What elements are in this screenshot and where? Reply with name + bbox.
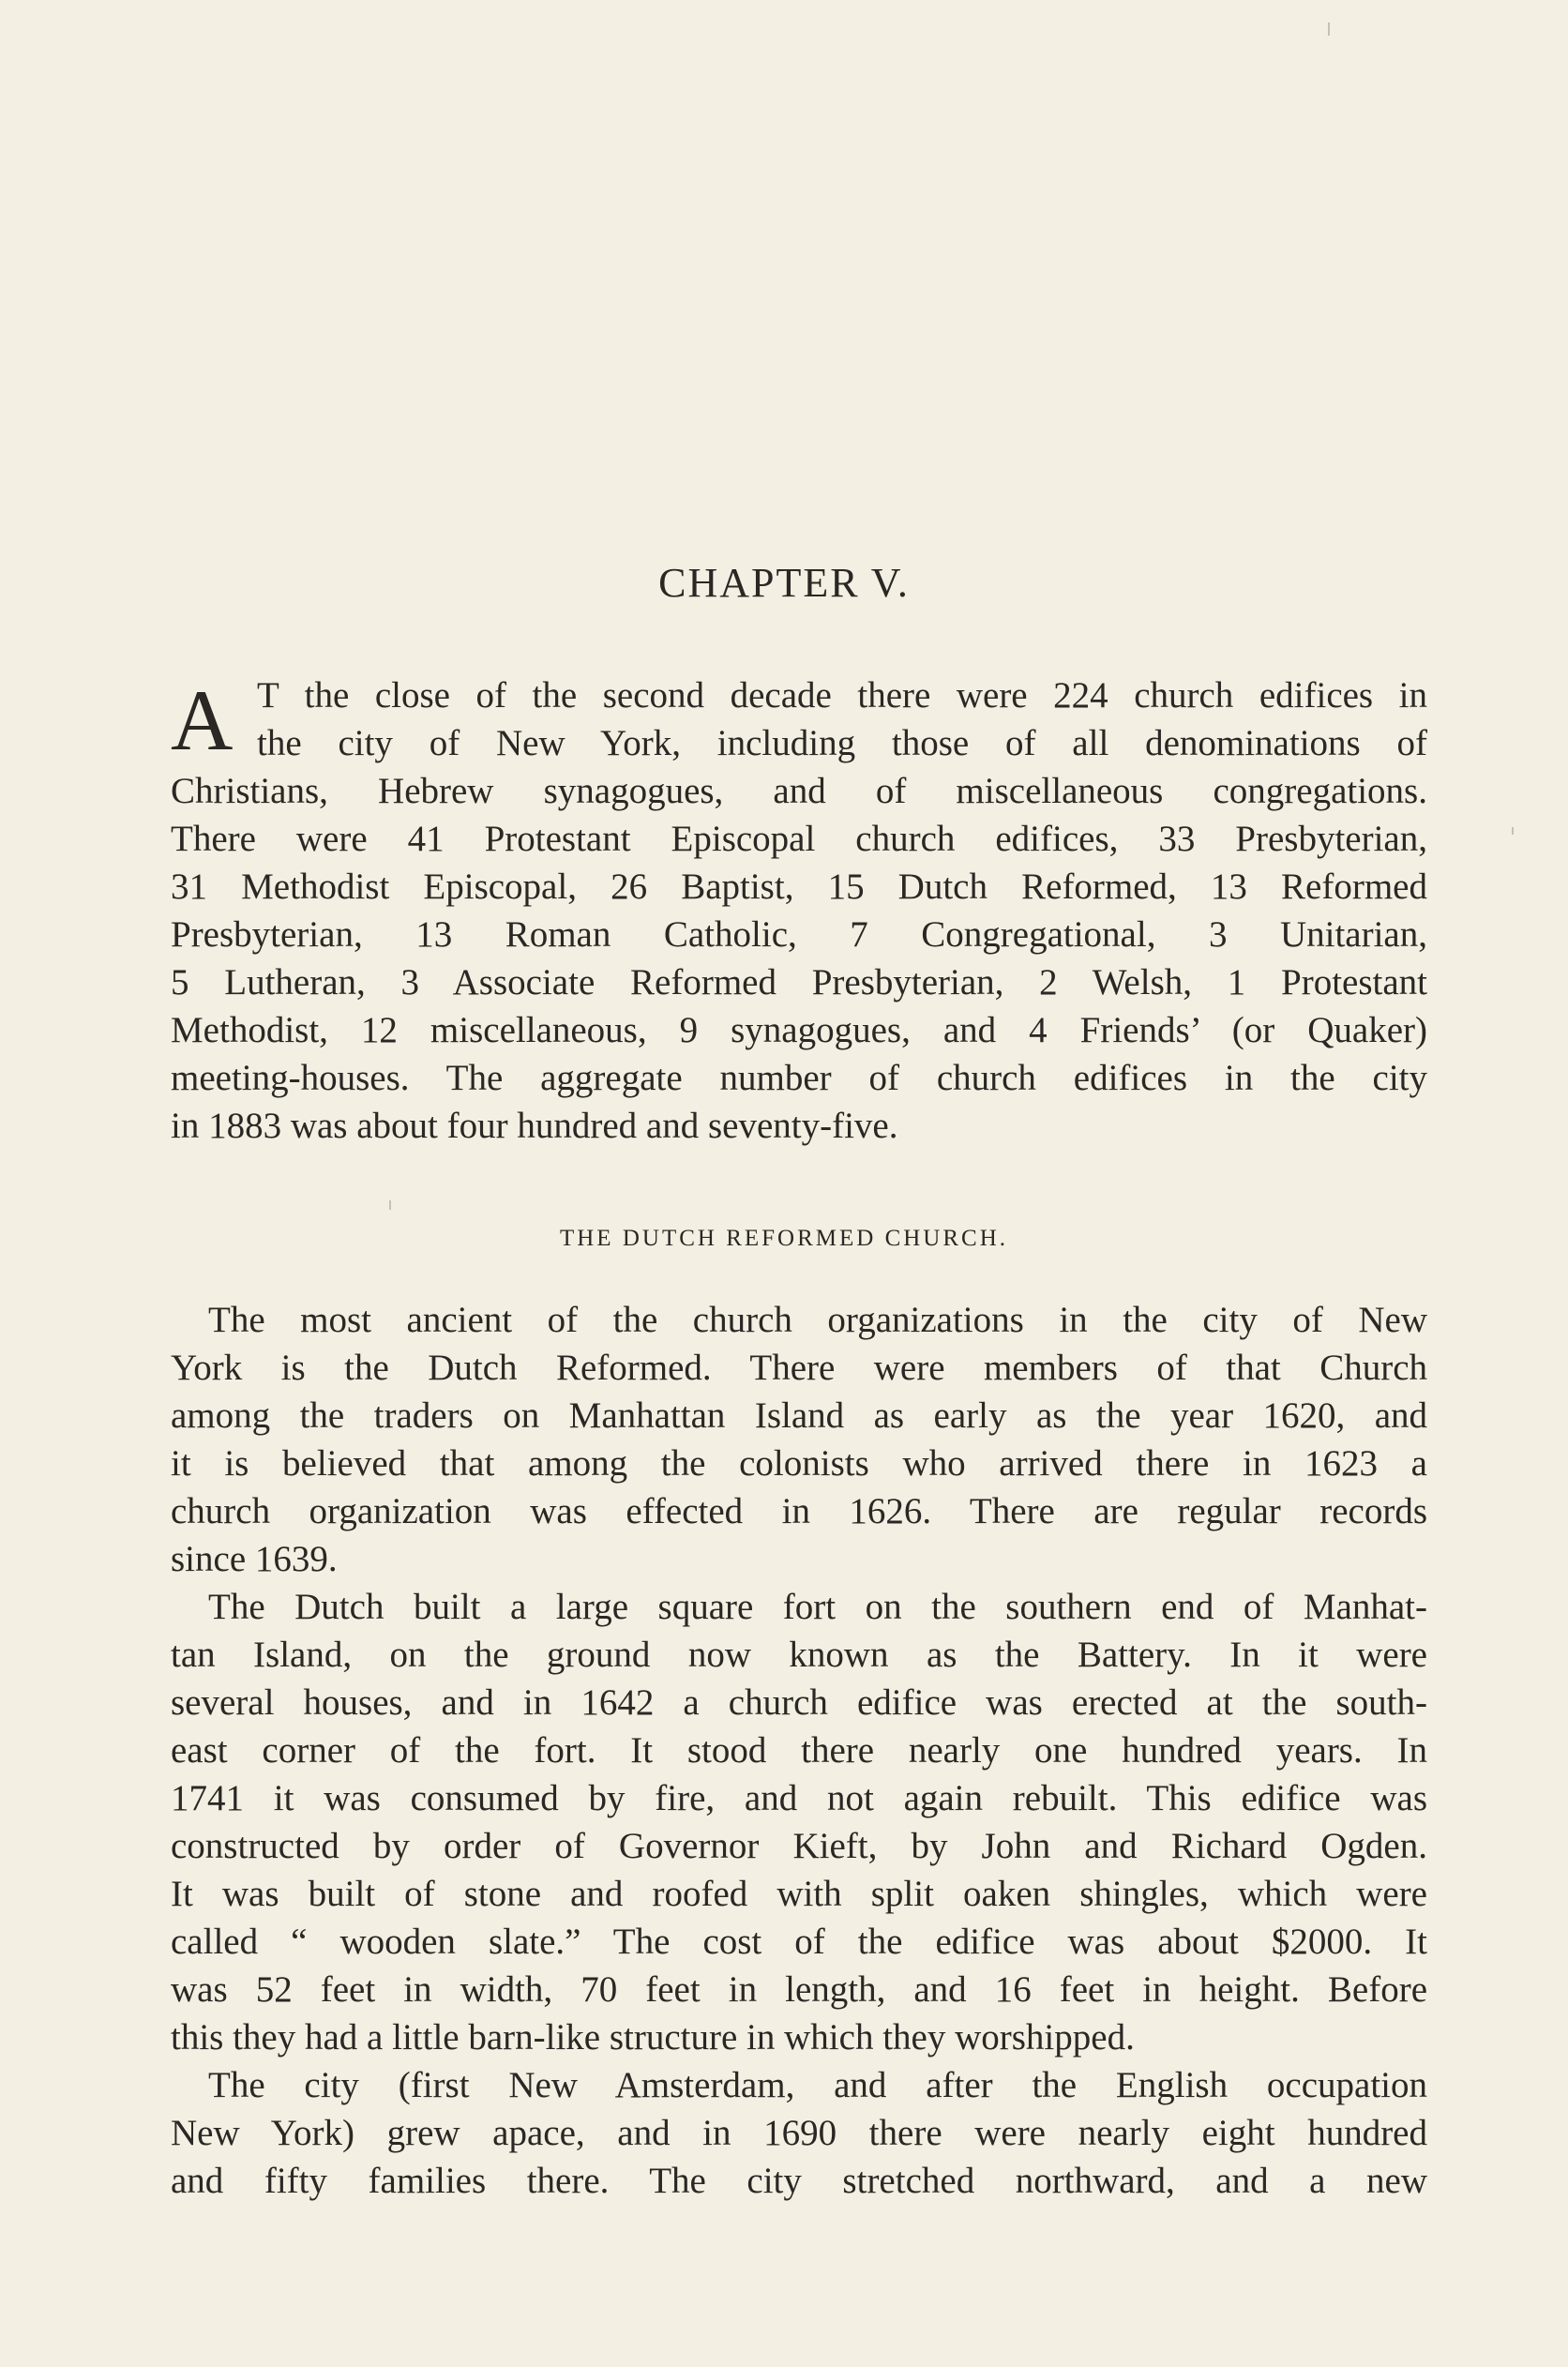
text-line: several houses, and in 1642 a church edifice was erected at the south- [171, 1682, 1427, 1723]
text-line: this they had a little barn-like structure in which they worshipped. [171, 2017, 1135, 2058]
intro-paragraph [171, 671, 1427, 1150]
text-line: church organization was effected in 1626. There are regular records [171, 1491, 1427, 1531]
text-line: York is the Dutch Reformed. There were members of that Church [171, 1348, 1427, 1388]
text-line: 5 Lutheran, 3 Associate Reformed Presbyterian, 2 Welsh, 1 Protestant [171, 962, 1427, 1003]
scan-speck [1512, 827, 1514, 835]
text-line: tan Island, on the ground now known as the Battery. In it were [171, 1635, 1427, 1675]
text-line: in 1883 was about four hundred and seventy-five. [171, 1106, 898, 1146]
text-line: was 52 feet in width, 70 feet in length, and 16 feet in height. Before [171, 1969, 1427, 2010]
chapter-title: CHAPTER V. [658, 560, 910, 606]
text-line: The city (first New Amsterdam, and after the English occupation [208, 2065, 1427, 2105]
text-line: Presbyterian, 13 Roman Catholic, 7 Congregational, 3 Unitarian, [171, 914, 1427, 955]
text-line: called “ wooden slate.” The cost of the edifice was about $2000. It [171, 1922, 1427, 1962]
body-paragraph [171, 1296, 1427, 1583]
scan-speck [389, 1200, 391, 1210]
text-line: 1741 it was consumed by fire, and not again rebuilt. This edifice was [171, 1778, 1427, 1818]
text-line: It was built of stone and roofed with split oaken shingles, which were [171, 1874, 1427, 1914]
scan-speck [1328, 23, 1330, 36]
text-line: The most ancient of the church organizations in the city of New [208, 1300, 1427, 1340]
text-line: since 1639. [171, 1539, 338, 1579]
text-line: T the close of the second decade there were 224 church edifices in [257, 675, 1427, 716]
text-line: meeting-houses. The aggregate number of church edifices in the city [171, 1058, 1427, 1098]
text-line: 31 Methodist Episcopal, 26 Baptist, 15 Dutch Reformed, 13 Reformed [171, 867, 1427, 907]
body-paragraph [171, 1583, 1427, 2061]
text-line: and fifty families there. The city stretched northward, and a new [171, 2161, 1427, 2201]
text-line: east corner of the fort. It stood there nearly one hundred years. In [171, 1730, 1427, 1771]
text-line: There were 41 Protestant Episcopal church edifices, 33 Presbyterian, [171, 819, 1427, 859]
text-line: The Dutch built a large square fort on the southern end of Manhat- [208, 1587, 1427, 1627]
text-line: New York) grew apace, and in 1690 there were nearly eight hundred [171, 2113, 1427, 2153]
body-paragraph [171, 2061, 1427, 2205]
text-line: among the traders on Manhattan Island as early as the year 1620, and [171, 1395, 1427, 1436]
text-line: Methodist, 12 miscellaneous, 9 synagogues, and 4 Friends’ (or Quaker) [171, 1010, 1427, 1050]
text-line: Christians, Hebrew synagogues, and of miscellaneous congregations. [171, 771, 1427, 811]
text-line: the city of New York, including those of all denominations of [257, 723, 1427, 763]
section-heading: THE DUTCH REFORMED CHURCH. [559, 1226, 1009, 1251]
drop-cap: A [171, 672, 234, 768]
text-line: constructed by order of Governor Kieft, by John and Richard Ogden. [171, 1826, 1427, 1866]
text-line: it is believed that among the colonists who arrived there in 1623 a [171, 1443, 1427, 1484]
